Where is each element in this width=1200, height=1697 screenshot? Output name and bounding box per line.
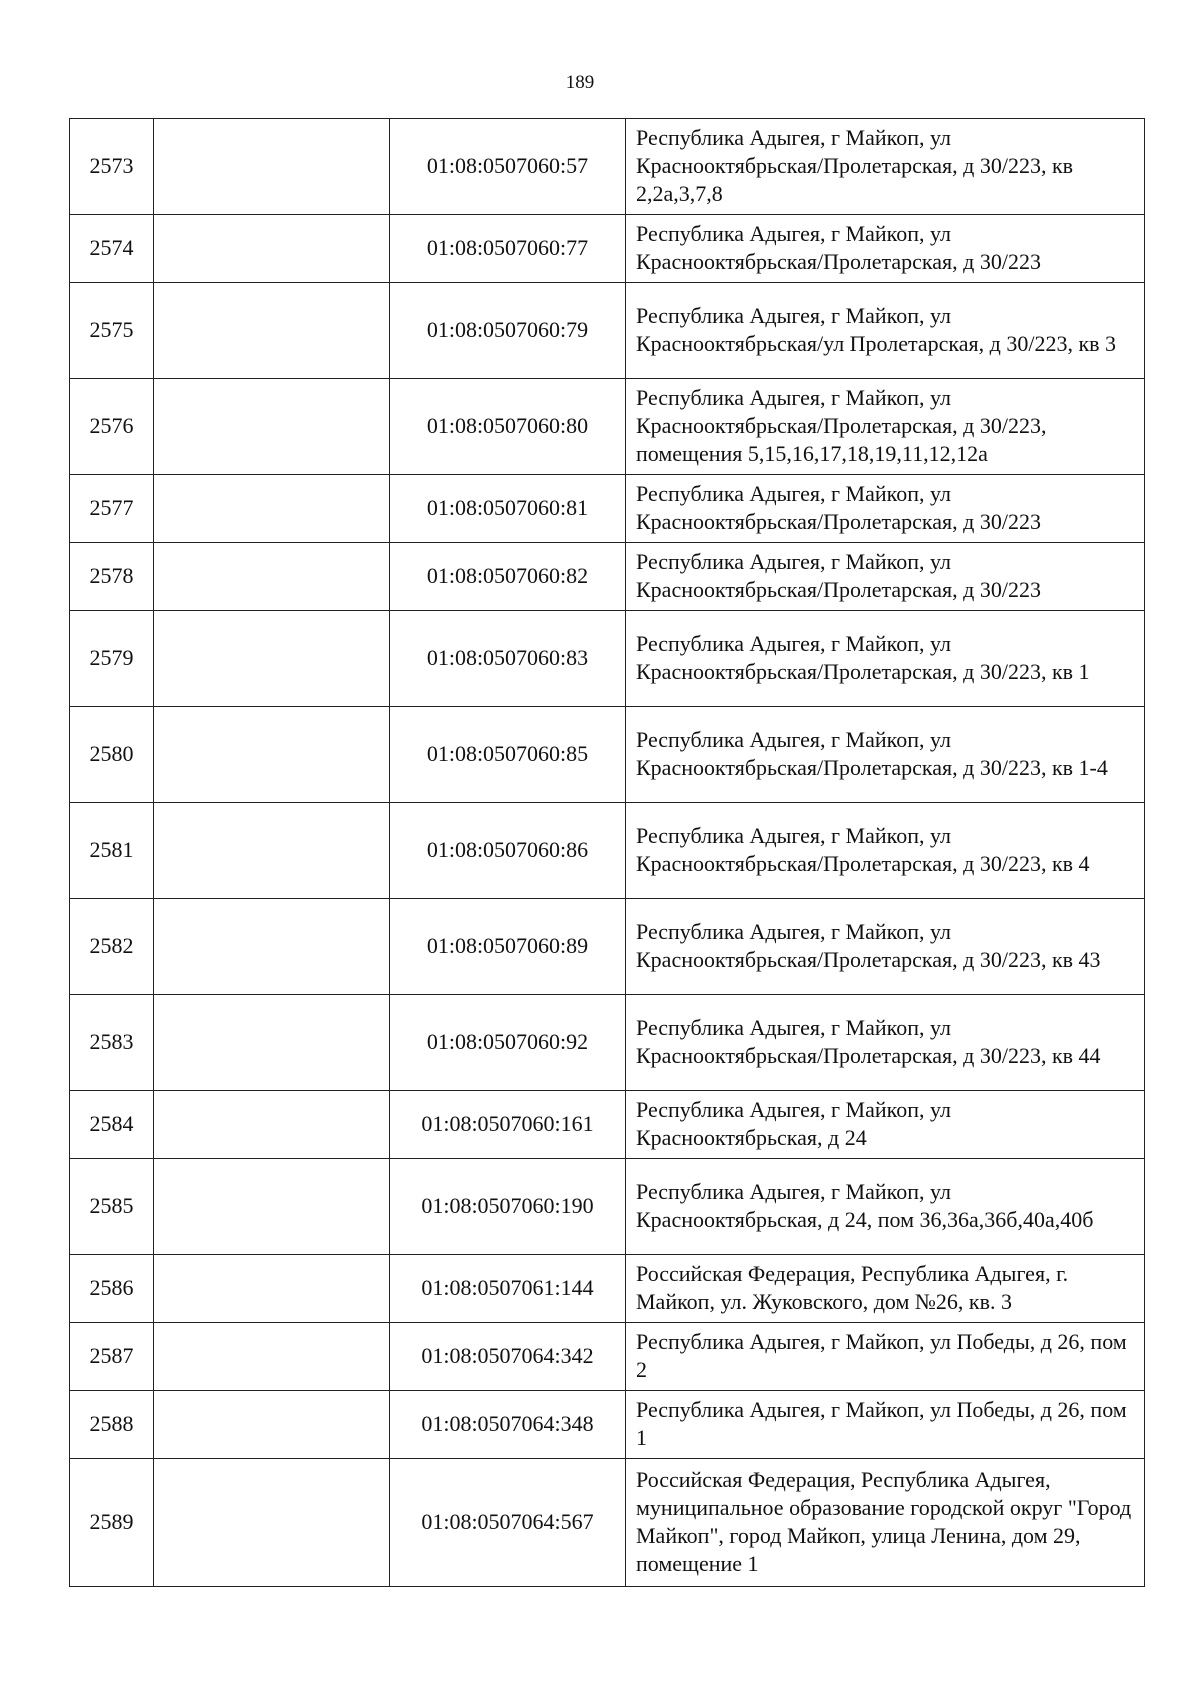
address: Республика Адыгея, г Майкоп, ул Краснооктябрьская/Пролетарская, д 30/223, кв 44 <box>626 995 1145 1091</box>
address: Республика Адыгея, г Майкоп, ул Краснооктябрьская/Пролетарская, д 30/223 <box>626 475 1145 543</box>
cadastral-number: 01:08:0507060:85 <box>390 707 626 803</box>
row-owner <box>154 379 390 475</box>
cadastral-number: 01:08:0507060:190 <box>390 1159 626 1255</box>
row-owner <box>154 1323 390 1391</box>
row-number: 2576 <box>70 379 154 475</box>
row-number: 2578 <box>70 543 154 611</box>
row-owner <box>154 1255 390 1323</box>
page-number: 189 <box>565 72 595 93</box>
row-owner <box>154 803 390 899</box>
table-row <box>70 611 1145 707</box>
cadastral-number: 01:08:0507060:81 <box>390 475 626 543</box>
row-owner <box>154 1391 390 1459</box>
cadastral-number: 01:08:0507060:92 <box>390 995 626 1091</box>
row-number: 2589 <box>70 1459 154 1587</box>
table-row <box>70 1323 1145 1391</box>
table-row <box>70 803 1145 899</box>
row-number: 2577 <box>70 475 154 543</box>
registry-body <box>70 119 1145 1587</box>
row-number: 2581 <box>70 803 154 899</box>
row-number: 2574 <box>70 215 154 283</box>
table-row <box>70 1255 1145 1323</box>
address: Республика Адыгея, г Майкоп, ул Победы, д 26, пом 2 <box>626 1323 1145 1391</box>
address: Республика Адыгея, г Майкоп, ул Краснооктябрьская/Пролетарская, д 30/223, кв 43 <box>626 899 1145 995</box>
cadastral-number: 01:08:0507060:79 <box>390 283 626 379</box>
row-owner <box>154 1459 390 1587</box>
row-owner <box>154 1091 390 1159</box>
cadastral-number: 01:08:0507064:567 <box>390 1459 626 1587</box>
table-row <box>70 543 1145 611</box>
table-row <box>70 1459 1145 1587</box>
table-row <box>70 995 1145 1091</box>
cadastral-number: 01:08:0507060:161 <box>390 1091 626 1159</box>
address: Российская Федерация, Республика Адыгея, г. Майкоп, ул. Жуковского, дом №26, кв. 3 <box>626 1255 1145 1323</box>
row-owner <box>154 475 390 543</box>
address: Республика Адыгея, г Майкоп, ул Краснооктябрьская/ул Пролетарская, д 30/223, кв 3 <box>626 283 1145 379</box>
address: Республика Адыгея, г Майкоп, ул Победы, д 26, пом 1 <box>626 1391 1145 1459</box>
cadastral-number: 01:08:0507064:348 <box>390 1391 626 1459</box>
table-row <box>70 283 1145 379</box>
address: Республика Адыгея, г Майкоп, ул Краснооктябрьская/Пролетарская, д 30/223, кв 2,2а,3,7,8 <box>626 119 1145 215</box>
cadastral-number: 01:08:0507060:86 <box>390 803 626 899</box>
table-row <box>70 475 1145 543</box>
address: Республика Адыгея, г Майкоп, ул Краснооктябрьская, д 24, пом 36,36а,36б,40а,40б <box>626 1159 1145 1255</box>
cadastral-number: 01:08:0507060:80 <box>390 379 626 475</box>
row-owner <box>154 995 390 1091</box>
table-row <box>70 1091 1145 1159</box>
row-owner <box>154 283 390 379</box>
cadastral-number: 01:08:0507064:342 <box>390 1323 626 1391</box>
table-row <box>70 1391 1145 1459</box>
address: Республика Адыгея, г Майкоп, ул Краснооктябрьская/Пролетарская, д 30/223, помещения 5,15,16,17,18,19,11,12,12а <box>626 379 1145 475</box>
address: Республика Адыгея, г Майкоп, ул Краснооктябрьская, д 24 <box>626 1091 1145 1159</box>
table-row <box>70 379 1145 475</box>
cadastral-number: 01:08:0507060:82 <box>390 543 626 611</box>
table-row <box>70 707 1145 803</box>
row-number: 2579 <box>70 611 154 707</box>
row-number: 2573 <box>70 119 154 215</box>
table-row <box>70 119 1145 215</box>
row-number: 2583 <box>70 995 154 1091</box>
table-row <box>70 899 1145 995</box>
row-number: 2588 <box>70 1391 154 1459</box>
cadastral-number: 01:08:0507060:77 <box>390 215 626 283</box>
address: Республика Адыгея, г Майкоп, ул Краснооктябрьская/Пролетарская, д 30/223, кв 1 <box>626 611 1145 707</box>
row-number: 2587 <box>70 1323 154 1391</box>
table-row <box>70 1159 1145 1255</box>
row-owner <box>154 707 390 803</box>
table-row <box>70 215 1145 283</box>
address: Республика Адыгея, г Майкоп, ул Краснооктябрьская/Пролетарская, д 30/223, кв 1-4 <box>626 707 1145 803</box>
row-owner <box>154 611 390 707</box>
row-owner <box>154 215 390 283</box>
row-number: 2580 <box>70 707 154 803</box>
cadastral-number: 01:08:0507060:83 <box>390 611 626 707</box>
address: Российская Федерация, Республика Адыгея, муниципальное образование городской округ "Город Майкоп", город Майкоп, улица Ленина, дом 29, помещение 1 <box>626 1459 1145 1587</box>
row-number: 2582 <box>70 899 154 995</box>
row-owner <box>154 1159 390 1255</box>
row-owner <box>154 899 390 995</box>
cadastral-number: 01:08:0507061:144 <box>390 1255 626 1323</box>
row-number: 2584 <box>70 1091 154 1159</box>
cadastral-number: 01:08:0507060:89 <box>390 899 626 995</box>
address: Республика Адыгея, г Майкоп, ул Краснооктябрьская/Пролетарская, д 30/223 <box>626 543 1145 611</box>
cadastral-number: 01:08:0507060:57 <box>390 119 626 215</box>
row-owner <box>154 543 390 611</box>
row-owner <box>154 119 390 215</box>
address: Республика Адыгея, г Майкоп, ул Краснооктябрьская/Пролетарская, д 30/223, кв 4 <box>626 803 1145 899</box>
row-number: 2586 <box>70 1255 154 1323</box>
address: Республика Адыгея, г Майкоп, ул Краснооктябрьская/Пролетарская, д 30/223 <box>626 215 1145 283</box>
property-registry-table <box>69 118 1145 1587</box>
row-number: 2585 <box>70 1159 154 1255</box>
row-number: 2575 <box>70 283 154 379</box>
